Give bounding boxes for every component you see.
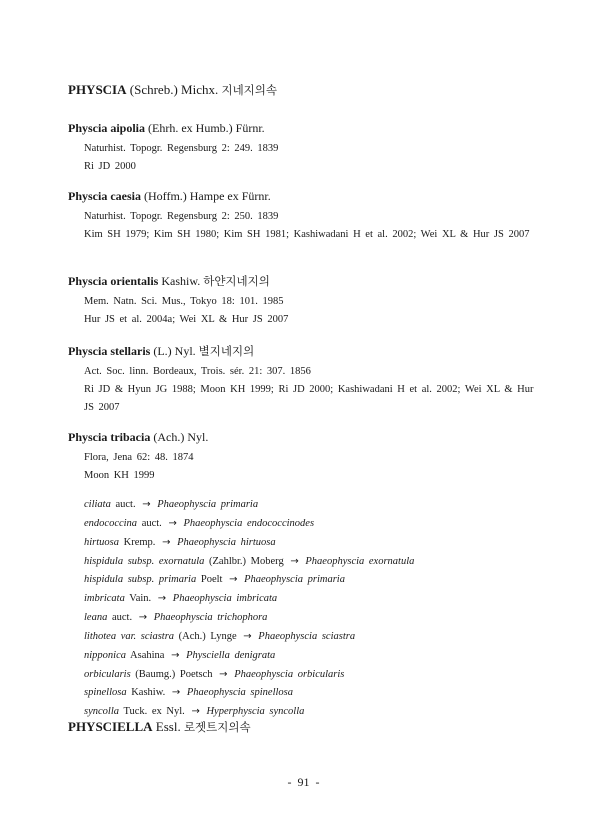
species-author: (Ehrh. ex Humb.) Fürnr. (148, 121, 265, 135)
species-entry-aipolia (68, 120, 538, 176)
reference-line: Mem. Natn. Sci. Mus., Tokyo 18: 101. 1985 (84, 296, 284, 307)
synonym-target: Phaeophyscia orbicularis (234, 668, 345, 680)
synonym-author: Tuck. ex Nyl. (123, 706, 185, 718)
synonym-author: Kashiw. (131, 687, 166, 699)
synonym-epithet: endococcina (84, 517, 138, 529)
synonym-epithet: ciliata (84, 499, 111, 510)
reference-line: Naturhist. Topogr. Regensburg 2: 250. 1839 (84, 211, 279, 222)
synonym-epithet: hirtuosa (84, 536, 120, 548)
synonym-epithet: lithotea var. sciastra (84, 630, 175, 642)
species-heading (68, 273, 538, 289)
species-name: Physcia orientalis (68, 274, 159, 288)
reference-line: Ri JD & Hyun JG 1988; Moon KH 1999; Ri JD 2000; Kashiwadani H et al. 2002; Wei XL & Hur JS 2007 (84, 384, 534, 413)
synonym-row (84, 590, 544, 609)
synonym-epithet: nipponica (84, 649, 126, 661)
species-name: Physcia aipolia (68, 121, 146, 135)
species-author: (L.) Nyl. (153, 344, 196, 358)
genus-author: (Schreb.) Michx. (129, 82, 219, 97)
species-entry-stellaris (68, 343, 538, 417)
arrow-right-icon: → (171, 649, 180, 661)
synonym-epithet: orbicularis (84, 668, 131, 680)
synonym-author: auct. (111, 612, 133, 624)
species-heading (68, 188, 538, 204)
reference-line: Kim SH 1979; Kim SH 1980; Kim SH 1981; Kashiwadani H et al. 2002; Wei XL & Hur JS 2007 (84, 229, 530, 240)
synonym-row (84, 628, 544, 647)
synonym-author: Poelt (200, 574, 223, 586)
reference-line: Moon KH 1999 (84, 470, 155, 481)
species-korean-name: 별지네지의 (198, 344, 255, 358)
synonym-author: (Zahlbr.) Moberg (209, 555, 284, 567)
reference-line: Ri JD 2000 (84, 161, 136, 172)
species-entry-orientalis (68, 273, 538, 329)
arrow-right-icon: → (162, 536, 171, 548)
synonym-epithet: hispidula subsp. exornatula (84, 555, 205, 567)
synonym-target: Phaeophyscia imbricata (172, 593, 278, 605)
synonym-row (84, 609, 544, 628)
synonym-epithet: syncolla (84, 706, 119, 718)
synonym-target: Phaeophyscia trichophora (153, 612, 268, 624)
synonym-target: Physciella denigrata (186, 649, 276, 661)
synonym-author: (Baumg.) Poetsch (135, 668, 213, 680)
species-author: (Ach.) Nyl. (153, 430, 209, 444)
synonym-row (84, 666, 544, 685)
arrow-right-icon: → (229, 574, 238, 586)
genus-name: PHYSCIELLA (68, 719, 153, 734)
species-author: (Hoffm.) Hampe ex Fürnr. (144, 189, 271, 203)
synonym-author: Kremp. (123, 536, 156, 548)
arrow-right-icon: → (171, 687, 181, 699)
synonym-epithet: hispidula subsp. primaria (84, 574, 197, 586)
genus-heading-physciella (68, 719, 251, 735)
reference-line: Act. Soc. linn. Bordeaux, Trois. sér. 21: 307. 1856 (84, 366, 311, 377)
synonym-row (84, 496, 544, 515)
species-heading (68, 429, 538, 445)
arrow-right-icon: → (290, 555, 299, 567)
synonym-list (84, 496, 544, 722)
synonym-target: Phaeophyscia exornatula (305, 555, 415, 567)
synonym-row (84, 571, 544, 590)
species-entry-caesia (68, 188, 538, 244)
synonym-row (84, 684, 544, 703)
species-heading (68, 120, 538, 136)
synonym-row (84, 534, 544, 553)
synonym-row (84, 515, 544, 534)
reference-line: Flora, Jena 62: 48. 1874 (84, 452, 194, 463)
synonym-author: Vain. (129, 593, 152, 605)
species-korean-name: 하얀지네지의 (203, 274, 270, 288)
synonym-target: Phaeophyscia primaria (157, 499, 259, 510)
genus-korean-name: 지네지의속 (221, 83, 278, 97)
arrow-right-icon: → (191, 706, 200, 718)
synonym-row (84, 553, 544, 572)
genus-korean-name: 로젯트지의속 (183, 720, 251, 734)
species-heading (68, 343, 538, 359)
species-entry-tribacia (68, 429, 538, 485)
arrow-right-icon: → (168, 517, 177, 529)
synonym-target: Phaeophyscia hirtuosa (177, 536, 276, 548)
synonym-target: Phaeophyscia primaria (244, 574, 345, 586)
species-name: Physcia caesia (68, 189, 141, 203)
genus-heading-physcia (68, 82, 277, 98)
genus-author: Essl. (155, 719, 181, 734)
synonym-row (84, 647, 544, 666)
synonym-author: (Ach.) Lynge (178, 630, 237, 642)
arrow-right-icon: → (138, 612, 148, 624)
species-author: Kashiw. (161, 274, 201, 288)
reference-line: Hur JS et al. 2004a; Wei XL & Hur JS 2007 (84, 314, 289, 325)
species-name: Physcia tribacia (68, 430, 151, 444)
arrow-right-icon: → (157, 593, 167, 605)
arrow-right-icon: → (142, 499, 151, 510)
synonym-author: auct. (141, 517, 162, 529)
synonym-target: Hyperphyscia syncolla (206, 706, 305, 718)
synonym-target: Phaeophyscia endococcinodes (183, 517, 315, 529)
synonym-author: auct. (115, 499, 136, 510)
synonym-epithet: imbricata (84, 593, 125, 605)
page-number: - 91 - (287, 775, 320, 789)
synonym-target: Phaeophyscia spinellosa (186, 687, 293, 699)
synonym-epithet: spinellosa (84, 687, 127, 699)
synonym-author: Asahina (130, 649, 165, 661)
genus-name: PHYSCIA (68, 82, 127, 97)
synonym-epithet: leana (84, 612, 108, 624)
species-name: Physcia stellaris (68, 344, 151, 358)
synonym-target: Phaeophyscia sciastra (258, 630, 356, 642)
arrow-right-icon: → (219, 668, 228, 680)
arrow-right-icon: → (243, 630, 252, 642)
reference-line: Naturhist. Topogr. Regensburg 2: 249. 1839 (84, 143, 279, 154)
